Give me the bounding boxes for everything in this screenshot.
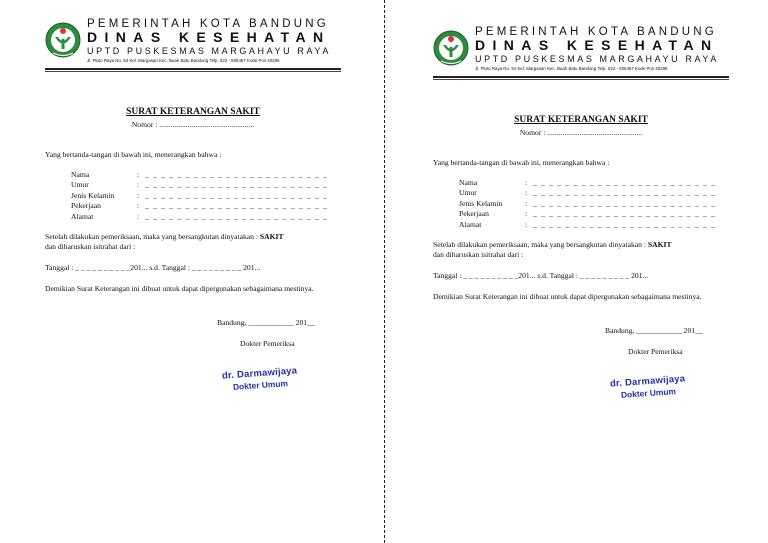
divider: [433, 79, 729, 80]
rest-text: dan diharuskan isitrahat dari :: [433, 249, 524, 259]
field-colon: :: [137, 190, 140, 200]
field-blank: _ _ _ _ _ _ _ _ _ _ _ _ _ _ _ _ _ _ _ _ _ _ _: [145, 170, 329, 179]
field-blank: _ _ _ _ _ _ _ _ _ _ _ _ _ _ _ _ _ _ _ _ _ _ _: [145, 180, 329, 190]
field-colon: :: [525, 209, 528, 219]
stamp-role: Dokter Umum: [620, 386, 677, 400]
intro-text: Yang bertanda-tangan di bawah ini, menerangkan bahwa :: [433, 158, 610, 167]
field-row-umur: [459, 188, 729, 198]
place-date: Bandung, ____________ 201__: [217, 317, 315, 327]
field-colon: :: [525, 188, 528, 198]
government-name: PEMERINTAH KOTA BANDUNG: [87, 18, 329, 30]
field-label: Umur: [71, 180, 89, 190]
result-verdict: SAKIT: [259, 231, 284, 241]
result-text: Setelah dilakukan pemeriksaan, maka yang bersangkutan dinyatakan :: [433, 239, 646, 249]
address: Jl. Pluto Raya No. 54 Kel. Margasari Kec. Buah Batu Bandung Telp. 022 - 505457 Kode Pos 40286: [475, 66, 668, 71]
stamp-name: dr. Darmawijaya: [609, 373, 686, 390]
field-colon: :: [525, 198, 528, 208]
field-row-alamat: [71, 212, 341, 222]
intro-text: Yang bertanda-tangan di bawah ini, menerangkan bahwa :: [45, 150, 222, 159]
divider: [45, 71, 341, 72]
closing-text: Demikian Surat Keterangan ini dibuat untuk dapat dipergunakan sebagaimana mestinya.: [45, 283, 314, 293]
field-blank: _ _ _ _ _ _ _ _ _ _ _ _ _ _ _ _ _ _ _ _ _ _ _: [145, 201, 329, 211]
date-range: Tanggal : _ _ _ _ _ _ _ _ _ _201... s.d. Tanggal : _ _ _ _ _ _ _ _ _ 201...: [433, 270, 649, 280]
certificate-form-right: [433, 24, 729, 524]
form-title: SURAT KETERANGAN SAKIT: [126, 107, 260, 117]
field-colon: :: [137, 201, 140, 211]
field-colon: :: [137, 180, 140, 190]
place-date: Bandung, ____________ 201__: [605, 325, 703, 335]
field-label: Nama: [71, 170, 90, 179]
department-name: DINAS KESEHATAN: [87, 29, 331, 45]
government-name: PEMERINTAH KOTA BANDUNG: [475, 26, 717, 38]
field-label: Alamat: [459, 219, 482, 229]
field-blank: _ _ _ _ _ _ _ _ _ _ _ _ _ _ _ _ _ _ _ _ _ _ _: [145, 190, 329, 200]
field-row-nama: [459, 178, 729, 188]
field-blank: _ _ _ _ _ _ _ _ _ _ _ _ _ _ _ _ _ _ _ _ _ _ _: [145, 211, 329, 221]
field-label: Pekerjaan: [459, 209, 489, 219]
field-blank: _ _ _ _ _ _ _ _ _ _ _ _ _ _ _ _ _ _ _ _ _ _ _: [533, 198, 717, 208]
certificate-form-left: [45, 16, 341, 516]
field-row-alamat: [459, 220, 729, 230]
field-colon: :: [525, 178, 528, 187]
document-number: Nomor : ..................................................: [519, 128, 643, 137]
stamp-role: Dokter Umum: [232, 378, 289, 392]
field-blank: _ _ _ _ _ _ _ _ _ _ _ _ _ _ _ _ _ _ _ _ _ _ _: [533, 178, 717, 187]
field-row-jenis-kelamin: [71, 191, 341, 201]
signer-title: Dokter Pemeriksa: [628, 346, 683, 356]
field-row-jenis-kelamin: [459, 199, 729, 209]
city-logo-icon: [45, 20, 81, 60]
letterhead: [45, 16, 341, 72]
document-number: Nomor : ..................................................: [131, 120, 255, 129]
unit-name: UPTD PUSKESMAS MARGAHAYU RAYA: [475, 54, 719, 64]
result-statement: [45, 232, 341, 252]
address: Jl. Pluto Raya No. 54 Kel. Margasari Kec. Buah Batu Bandung Telp. 022 - 505457 Kode Pos 40286: [87, 58, 280, 63]
field-row-pekerjaan: [459, 209, 729, 219]
form-title: SURAT KETERANGAN SAKIT: [514, 115, 648, 125]
field-label: Jenis Kelamin: [459, 198, 503, 208]
field-label: Nama: [459, 178, 478, 187]
patient-fields: [71, 170, 341, 222]
rest-text: dan diharuskan isitrahat dari :: [45, 241, 136, 251]
divider: [433, 76, 729, 78]
result-statement: [433, 240, 729, 260]
field-colon: :: [137, 211, 140, 221]
closing-text: Demikian Surat Keterangan ini dibuat untuk dapat dipergunakan sebagaimana mestinya.: [433, 291, 702, 301]
result-text: Setelah dilakukan pemeriksaan, maka yang bersangkutan dinyatakan :: [45, 231, 258, 241]
field-colon: :: [525, 219, 528, 229]
field-row-pekerjaan: [71, 201, 341, 211]
field-label: Umur: [459, 188, 477, 198]
field-row-nama: [71, 170, 341, 180]
field-row-umur: [71, 180, 341, 190]
field-blank: _ _ _ _ _ _ _ _ _ _ _ _ _ _ _ _ _ _ _ _ _ _ _: [533, 188, 717, 198]
divider: [45, 68, 341, 70]
field-label: Pekerjaan: [71, 201, 101, 211]
date-range: Tanggal : _ _ _ _ _ _ _ _ _ _201... s.d. Tanggal : _ _ _ _ _ _ _ _ _ 201...: [45, 262, 261, 272]
stamp-name: dr. Darmawijaya: [221, 365, 298, 382]
signer-title: Dokter Pemeriksa: [240, 338, 295, 348]
doctor-stamp: [604, 373, 691, 401]
unit-name: UPTD PUSKESMAS MARGAHAYU RAYA: [87, 46, 331, 56]
result-verdict: SAKIT: [647, 239, 672, 249]
department-name: DINAS KESEHATAN: [475, 37, 719, 53]
field-blank: _ _ _ _ _ _ _ _ _ _ _ _ _ _ _ _ _ _ _ _ _ _ _: [533, 219, 717, 229]
field-colon: :: [137, 170, 140, 179]
field-label: Jenis Kelamin: [71, 190, 115, 200]
patient-fields: [459, 178, 729, 230]
doctor-stamp: [216, 365, 303, 393]
field-label: Alamat: [71, 211, 94, 221]
cut-line: [384, 0, 385, 543]
letterhead: [433, 24, 729, 80]
city-logo-icon: [433, 28, 469, 68]
field-blank: _ _ _ _ _ _ _ _ _ _ _ _ _ _ _ _ _ _ _ _ _ _ _: [533, 209, 717, 219]
